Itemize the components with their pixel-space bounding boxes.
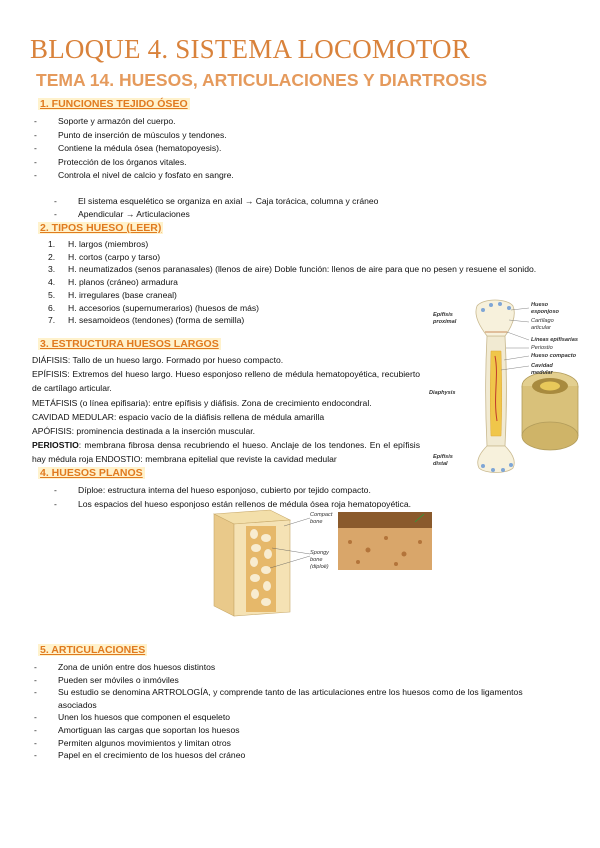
label-lineas-epifisarias: Líneas epifisarias — [531, 337, 578, 343]
list-item: 7. H. sesamoideos (tendones) (forma de semilla) — [48, 315, 245, 326]
label-compact-bone: Compact bone — [310, 512, 333, 525]
list-item: - Unen los huesos que componen el esqueleto — [34, 711, 554, 724]
list-item: - Protección de los órganos vitales. — [34, 156, 554, 170]
label-epifisis-proximal: Epífisis proximal — [433, 312, 457, 325]
list-item: - Díploe: estructura interna del hueso esponjoso, cubierto por tejido compacto. — [54, 484, 554, 498]
flat-bone-figure — [210, 508, 435, 618]
list-item: - Contiene la médula ósea (hematopoyesis). — [34, 142, 554, 156]
list-item: 3. H. neumatizados (senos paranasales) (llenos de aire) Doble función: llenos de aire para que no pesen y resuene el sonido. — [48, 264, 537, 275]
page-title: BLOQUE 4. SISTEMA LOCOMOTOR — [30, 34, 470, 64]
list-item: - Papel en el crecimiento de los huesos del cráneo — [34, 749, 554, 762]
list-item: - Apendicular → Articulaciones — [54, 208, 554, 221]
label-periostio: Periostio — [531, 345, 553, 351]
definition-line: METÁFISIS (o línea epifisaria): entre epífisis y diáfisis. Zona de crecimiento endocondral. — [32, 397, 372, 408]
list-item: - Zona de unión entre dos huesos distintos — [34, 661, 554, 674]
articulaciones-list — [34, 661, 554, 762]
list-item: - Controla el nivel de calcio y fosfato en sangre. — [34, 169, 554, 183]
long-bone-figure — [425, 296, 590, 476]
label-hueso-compacto: Hueso compacto — [531, 353, 577, 359]
list-item: - Punto de inserción de músculos y tendones. — [34, 129, 554, 143]
list-item: - Amortiguan las cargas que soportan los huesos — [34, 724, 554, 737]
list-item: - Los espacios del hueso esponjoso están rellenos de médula ósea roja hematopoyética. — [54, 498, 554, 512]
list-item: 4. H. planos (cráneo) armadura — [48, 277, 178, 288]
funciones-list — [34, 115, 554, 183]
list-item: 2. H. cortos (carpo y tarso) — [48, 251, 161, 262]
page-subtitle: TEMA 14. HUESOS, ARTICULACIONES Y DIARTROSIS — [36, 70, 488, 90]
label-hueso-esponjoso: Hueso esponjoso — [531, 302, 559, 315]
section-heading-articulaciones: 5. ARTICULACIONES — [40, 644, 146, 656]
label-cartilago: Cartílago articular — [531, 318, 554, 331]
definition-line: APÓFISIS: prominencia destinada a la inserción muscular. — [32, 426, 256, 437]
section-heading-estructura: 3. ESTRUCTURA HUESOS LARGOS — [40, 338, 219, 350]
definition-line: DIÁFISIS: Tallo de un hueso largo. Formado por hueso compacto. — [32, 355, 284, 365]
list-item: - El sistema esquelético se organiza en axial → Caja torácica, columna y cráneo — [54, 195, 554, 208]
definition-line: CAVIDAD MEDULAR: espacio vacío de la diáfisis rellena de médula amarilla — [32, 411, 325, 422]
list-item: - Permiten algunos movimientos y limitan otros — [34, 737, 554, 750]
list-item: 1. H. largos (miembros) — [48, 239, 149, 249]
label-diaphysis: Diaphysis — [429, 390, 456, 396]
label-epifisis-distal: Epífisis distal — [433, 454, 453, 467]
label-cavidad-medular: Cavidad medular — [531, 363, 553, 376]
list-item: - Pueden ser móviles o inmóviles — [34, 674, 554, 687]
definition-line: PERIOSTIO: membrana fibrosa densa recubriendo el hueso. Anclaje de los tendones. En el epífisis hay médula roja ENDOSTIO: membrana epitelial que reviste la cavidad medular — [32, 440, 420, 465]
planos-list — [54, 484, 554, 511]
label-diploe: (diploë) — [310, 564, 329, 570]
list-item: - Su estudio se denomina ARTROLOGÍA, y comprende tanto de las articulaciones entre los huesos como de los ligamentos asociados — [34, 686, 554, 711]
organizacion-list — [54, 195, 554, 221]
section-heading-tipos: 2. TIPOS HUESO (LEER) — [40, 222, 162, 234]
list-item: 5. H. irregulares (base craneal) — [48, 289, 177, 300]
definition-line: EPÍFISIS: Extremos del hueso largo. Hueso esponjoso relleno de médula hematopoyética, recubierto de cartílago articular. — [32, 369, 420, 394]
list-item: 6. H. accesorios (supernumerarios) (huesos de más) — [48, 302, 260, 313]
section-heading-funciones: 1. FUNCIONES TEJIDO ÓSEO — [40, 98, 188, 110]
estructura-text — [32, 353, 420, 467]
label-spongy-bone: Spongy bone — [310, 550, 329, 563]
section-heading-planos: 4. HUESOS PLANOS — [40, 467, 143, 479]
list-item: - Soporte y armazón del cuerpo. — [34, 115, 554, 129]
